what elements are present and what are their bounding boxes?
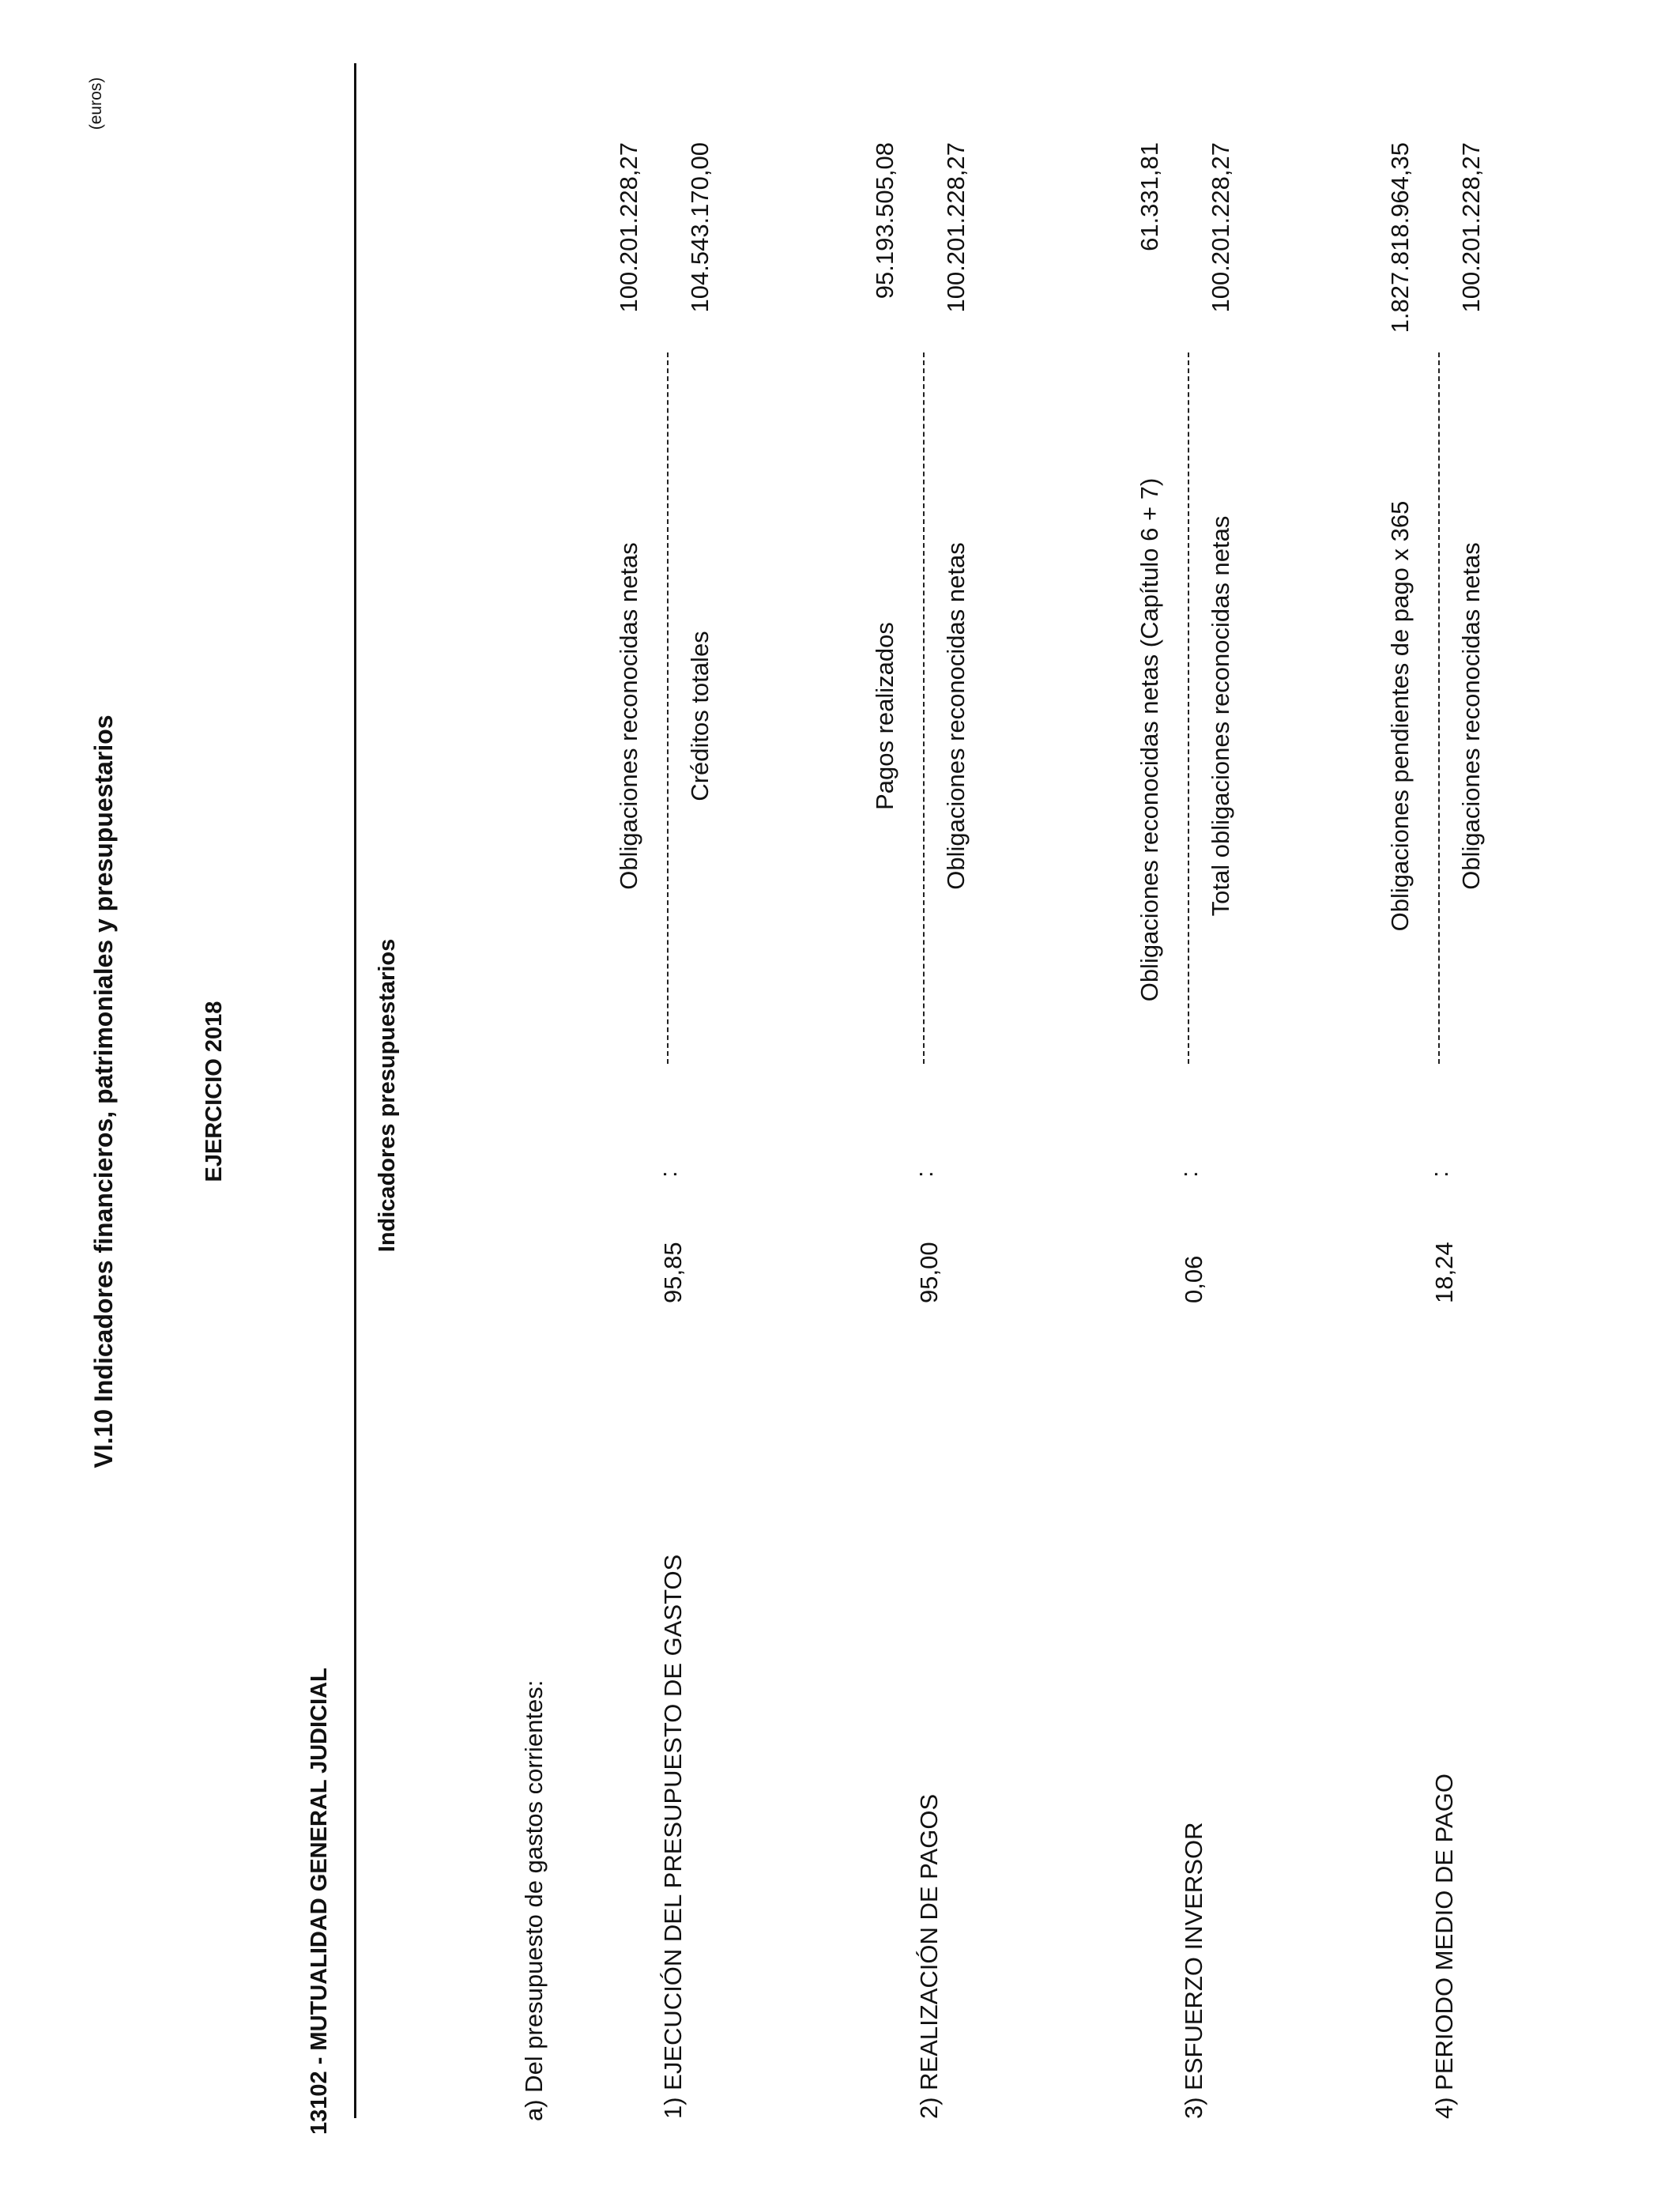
indicator-colon: : — [1175, 1171, 1203, 1178]
denominator-amount: 100.201.228,27 — [942, 142, 970, 313]
indicator-value: 18,24 — [1430, 1242, 1458, 1303]
indicator-name: 3) ESFUERZO INVERSOR — [1180, 1822, 1207, 2119]
denominator-label: Total obligaciones reconocidas netas — [1207, 515, 1234, 917]
indicator-value: 95,00 — [915, 1242, 943, 1303]
numerator-label: Obligaciones reconocidas netas — [615, 542, 642, 890]
header-rule — [354, 63, 356, 2118]
indicator-colon: : — [910, 1171, 938, 1178]
indicator-value: 0,06 — [1180, 1255, 1207, 1303]
fraction-divider — [923, 352, 925, 1064]
indicator-name: 4) PERIODO MEDIO DE PAGO — [1430, 1774, 1458, 2119]
denominator-label: Obligaciones reconocidas netas — [1457, 542, 1485, 890]
report-title: VI.10 Indicadores financieros, patrimoniales y presupuestarios — [89, 714, 118, 1468]
numerator-label: Pagos realizados — [871, 622, 898, 810]
indicator-name: 2) REALIZACIÓN DE PAGOS — [915, 1793, 943, 2119]
indicator-colon: : — [654, 1171, 682, 1178]
numerator-label: Obligaciones pendientes de pago x 365 — [1386, 500, 1414, 932]
subsection-label: a) Del presupuesto de gastos corrientes: — [520, 1679, 548, 2121]
numerator-label: Obligaciones reconocidas netas (Capítulo 6 + 7) — [1136, 477, 1163, 1002]
indicator-value: 95,85 — [659, 1242, 687, 1303]
numerator-amount: 61.331,81 — [1136, 142, 1163, 251]
indicator-name: 1) EJECUCIÓN DEL PRESUPUESTO DE GASTOS — [659, 1554, 687, 2119]
fraction-divider — [1438, 352, 1440, 1064]
fraction-divider — [1188, 352, 1189, 1064]
units-label: (euros) — [87, 77, 105, 130]
numerator-amount: 1.827.818.964,35 — [1386, 142, 1414, 334]
indicator-colon: : — [1426, 1171, 1453, 1178]
fraction-divider — [667, 352, 669, 1064]
denominator-label: Obligaciones reconocidas netas — [942, 542, 970, 890]
denominator-label: Créditos totales — [686, 631, 714, 801]
exercise-year: EJERCICIO 2018 — [202, 1001, 227, 1182]
denominator-amount: 104.543.170,00 — [686, 142, 714, 313]
entity-name: 13102 - MUTUALIDAD GENERAL JUDICIAL — [307, 1668, 332, 2135]
numerator-amount: 95.193.505,08 — [871, 142, 898, 300]
denominator-amount: 100.201.228,27 — [1207, 142, 1234, 313]
numerator-amount: 100.201.228,27 — [615, 142, 642, 313]
section-heading: Indicadores presupuestarios — [375, 938, 400, 1253]
denominator-amount: 100.201.228,27 — [1457, 142, 1485, 313]
